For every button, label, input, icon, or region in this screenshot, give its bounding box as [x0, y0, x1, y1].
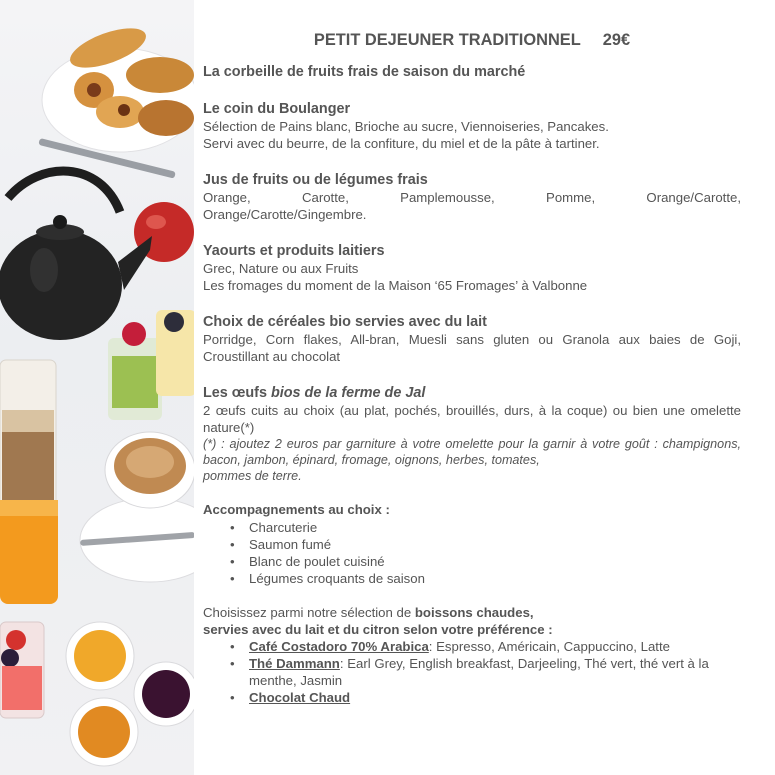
section-fruits: [203, 63, 741, 81]
list-item: • Légumes croquants de saison: [203, 570, 741, 587]
boissons-list: [203, 638, 741, 706]
section-jus: [203, 171, 741, 223]
boissons-intro-line2: servies avec du lait et du citron selon votre préférence :: [203, 622, 553, 637]
drink-name: Chocolat Chaud: [249, 690, 351, 705]
section-accompagnements: [203, 501, 741, 587]
intro-bold: boissons chaudes,: [414, 605, 534, 620]
section-heading: Jus de fruits ou de légumes frais: [203, 172, 428, 188]
drink-name: Café Costadoro 70% Arabica: [249, 639, 429, 654]
boissons-intro: [203, 604, 741, 621]
menu-price: 29€: [602, 31, 631, 49]
list-item: • Blanc de poulet cuisiné: [203, 553, 741, 570]
list-item: • Charcuterie: [203, 519, 741, 536]
section-text: Porridge, Corn flakes, All-bran, Muesli sans gluten ou Granola aux baies de Goji, Croustillant au chocolat: [203, 332, 741, 364]
accompagnements-list: [203, 519, 741, 587]
section-heading: Yaourts et produits laitiers: [203, 243, 385, 259]
heading-italic: bios de la ferme de Jal: [270, 385, 426, 401]
drink-desc: : Espresso, Américain, Cappuccino, Latte: [428, 639, 670, 654]
breakfast-menu: [203, 30, 741, 725]
breakfast-photo: [0, 0, 194, 775]
section-oeufs: [203, 384, 741, 484]
section-heading: Choix de céréales bio servies avec du lait: [203, 314, 487, 330]
list-item: [203, 638, 741, 655]
list-item: [203, 655, 741, 689]
drink-name: Thé Dammann: [249, 656, 340, 671]
section-text: 2 œufs cuits au choix (au plat, pochés, brouillés, durs, à la coque) ou bien une omelette nature(*): [203, 403, 741, 435]
menu-title-text: PETIT DEJEUNER TRADITIONNEL: [313, 31, 581, 49]
section-yaourts: [203, 242, 741, 294]
list-item: • Saumon fumé: [203, 536, 741, 553]
section-cereales: [203, 313, 741, 365]
section-text: Sélection de Pains blanc, Brioche au sucre, Viennoiseries, Pancakes.: [203, 119, 609, 134]
intro-plain: Choisissez parmi notre sélection de: [203, 605, 415, 620]
section-heading: Accompagnements au choix :: [203, 502, 390, 517]
section-text: Orange, Carotte, Pamplemousse, Pomme, Orange/Carotte,: [203, 190, 741, 205]
menu-title: [203, 30, 741, 54]
section-heading: La corbeille de fruits frais de saison du marché: [203, 64, 526, 80]
section-heading: [203, 384, 741, 402]
section-text: Servi avec du beurre, de la confiture, du miel et de la pâte à tartiner.: [203, 136, 600, 151]
section-boulanger: [203, 100, 741, 152]
omelette-note: (*) : ajoutez 2 euros par garniture à votre omelette pour la garnir à votre goût : champignons, bacon, jambon, épinard, fromage, oignons, herbes, tomates,: [203, 437, 741, 467]
section-text: Grec, Nature ou aux Fruits: [203, 261, 359, 276]
list-item: [203, 689, 741, 706]
section-text: Les fromages du moment de la Maison ‘65 Fromages’ à Valbonne: [203, 278, 588, 293]
omelette-note-end: pommes de terre.: [203, 469, 302, 483]
drink-desc: : Earl Grey, English breakfast, Darjeeling, Thé vert, thé vert à la menthe, Jasmin: [249, 656, 709, 688]
section-text: Orange/Carotte/Gingembre.: [203, 207, 367, 222]
heading-plain: Les œufs: [203, 385, 271, 401]
section-heading: Le coin du Boulanger: [203, 101, 351, 117]
section-boissons: [203, 604, 741, 706]
